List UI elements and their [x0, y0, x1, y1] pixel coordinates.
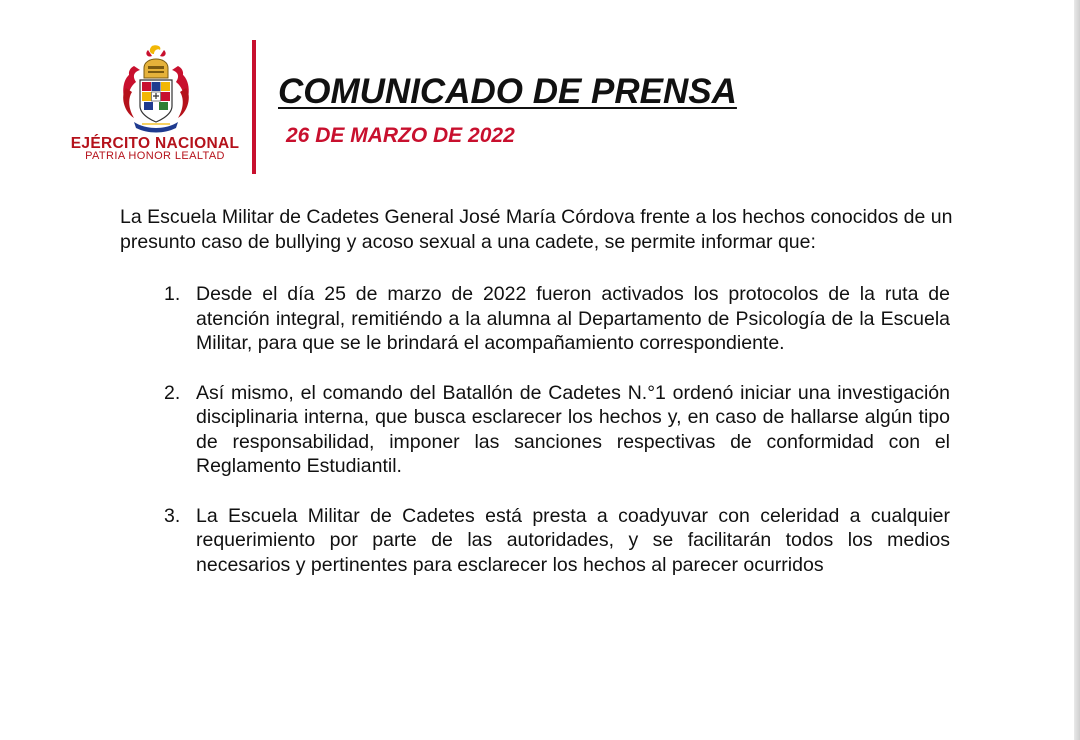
statement-list — [160, 282, 950, 577]
army-logo — [62, 44, 248, 164]
page-edge-shadow — [1074, 0, 1080, 740]
item-text: Así mismo, el comando del Batallón de Cadetes N.°1 ordenó iniciar una investigación disciplinaria interna, que busca esclarecer los hechos y, en caso de hallarse algún tipo de responsabilidad, imponer las sanciones respectivas de conformidad con el Reglamento Estudiantil. — [196, 381, 950, 477]
org-name: EJÉRCITO NACIONAL — [70, 135, 240, 152]
item-number: 1. — [164, 283, 181, 305]
document-title: COMUNICADO DE PRENSA — [278, 72, 737, 111]
intro-paragraph: La Escuela Militar de Cadetes General José María Córdova frente a los hechos conocidos de un presunto caso de bullying y acoso sexual a una cadete, se permite informar que: — [120, 206, 953, 253]
list-item — [160, 282, 950, 356]
document-date: 26 DE MARZO DE 2022 — [286, 124, 515, 147]
item-text: La Escuela Militar de Cadetes está presta a coadyuvar con celeridad a cualquier requerimiento por parte de las autoridades, y se facilitarán todos los medios necesarios y pertinentes para esclarecer los hechos al parecer ocurridos — [196, 504, 950, 576]
list-item — [160, 381, 950, 479]
org-motto: PATRIA HONOR LEALTAD — [85, 150, 225, 162]
list-item — [160, 504, 950, 578]
coat-of-arms-icon — [120, 44, 192, 136]
header-divider — [252, 40, 256, 174]
item-number: 3. — [164, 504, 181, 527]
item-number: 2. — [164, 381, 181, 404]
item-text: Desde el día 25 de marzo de 2022 fueron activados los protocolos de la ruta de atención integral, remitiéndo a la alumna al Departamento de Psicología de la Escuela Militar, para que se le brindará el acompañamiento correspondiente. — [196, 283, 950, 354]
